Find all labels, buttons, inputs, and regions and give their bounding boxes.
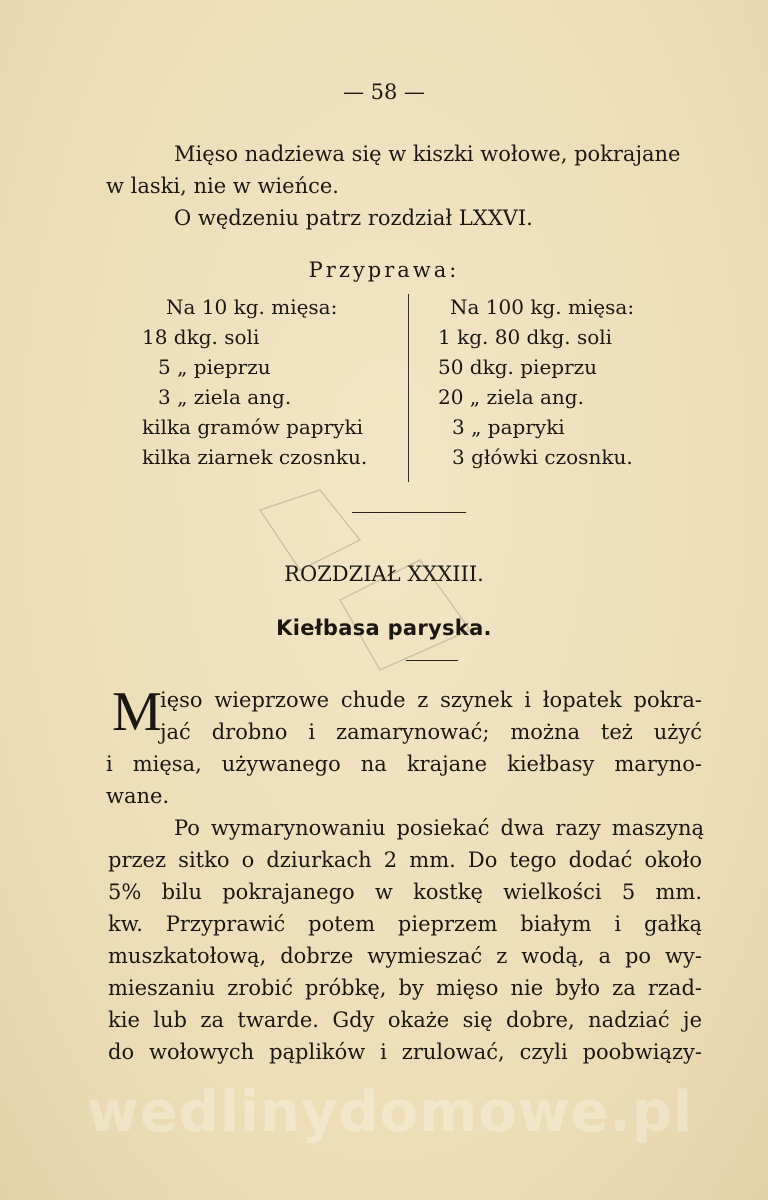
spice-row: 3 „ papryki: [452, 415, 565, 439]
column-divider: [408, 294, 409, 482]
left-column-header: Na 10 kg. mięsa:: [166, 295, 338, 319]
intro-paragraph: [108, 138, 702, 234]
intro-line: O wędzeniu patrz rozdział LXXVI.: [174, 206, 533, 230]
spice-heading: Przyprawa:: [308, 258, 460, 282]
body-line: 5% bilu pokrajanego w kostkę wielkości 5 mm.: [108, 880, 702, 904]
chapter-heading: ROZDZIAŁ XXXIII.: [284, 562, 484, 586]
body-line: ięso wieprzowe chude z szynek i łopatek pokra-: [160, 688, 702, 712]
body-paragraph-2: [108, 812, 702, 1068]
body-line: przez sitko o dziurkach 2 mm. Do tego dodać około: [108, 848, 702, 872]
spice-row: 18 dkg. soli: [142, 325, 260, 349]
watermark: wedlinydomowe.pl: [86, 1080, 694, 1145]
intro-line: Mięso nadziewa się w kiszki wołowe, pokrajane: [174, 142, 681, 166]
recipe-title: Kiełbasa paryska.: [276, 616, 492, 640]
spice-row: kilka gramów papryki: [142, 415, 363, 439]
right-spice-column: [438, 292, 698, 472]
body-line: kw. Przyprawić potem pieprzem białym i gałką: [108, 912, 702, 936]
intro-line: w laski, nie w wieńce.: [106, 174, 339, 198]
spice-row: 50 dkg. pieprzu: [438, 355, 598, 379]
right-column-header: Na 100 kg. mięsa:: [450, 295, 635, 319]
body-paragraph-1: [106, 681, 702, 812]
body-line: kie lub za twarde. Gdy okaże się dobre, nadziać je: [108, 1008, 702, 1032]
body-line: muszkatołową, dobrze wymieszać z wodą, a po wy-: [108, 944, 702, 968]
spice-row: 3 „ ziela ang.: [158, 385, 292, 409]
left-spice-column: [142, 292, 392, 472]
body-line: mieszaniu zrobić próbkę, by mięso nie było za rzad-: [108, 976, 702, 1000]
body-line: wane.: [106, 784, 170, 808]
faint-stamp-mark: [240, 480, 500, 680]
spice-row: 1 kg. 80 dkg. soli: [438, 325, 613, 349]
spice-row: 20 „ ziela ang.: [438, 385, 584, 409]
body-line: jać drobno i zamarynować; można też użyć: [160, 720, 702, 744]
body-line: Po wymarynowaniu posiekać dwa razy maszyną: [174, 816, 704, 840]
body-line: i mięsa, używanego na krajane kiełbasy maryno-: [106, 752, 702, 776]
spice-row: 3 główki czosnku.: [452, 445, 633, 469]
spice-row: kilka ziarnek czosnku.: [142, 445, 368, 469]
body-line: do wołowych pąplików i zrulować, czyli poobwiązy-: [108, 1040, 702, 1064]
drop-cap: M: [112, 681, 162, 743]
page-number: — 58 —: [342, 80, 426, 104]
spice-row: 5 „ pieprzu: [158, 355, 271, 379]
